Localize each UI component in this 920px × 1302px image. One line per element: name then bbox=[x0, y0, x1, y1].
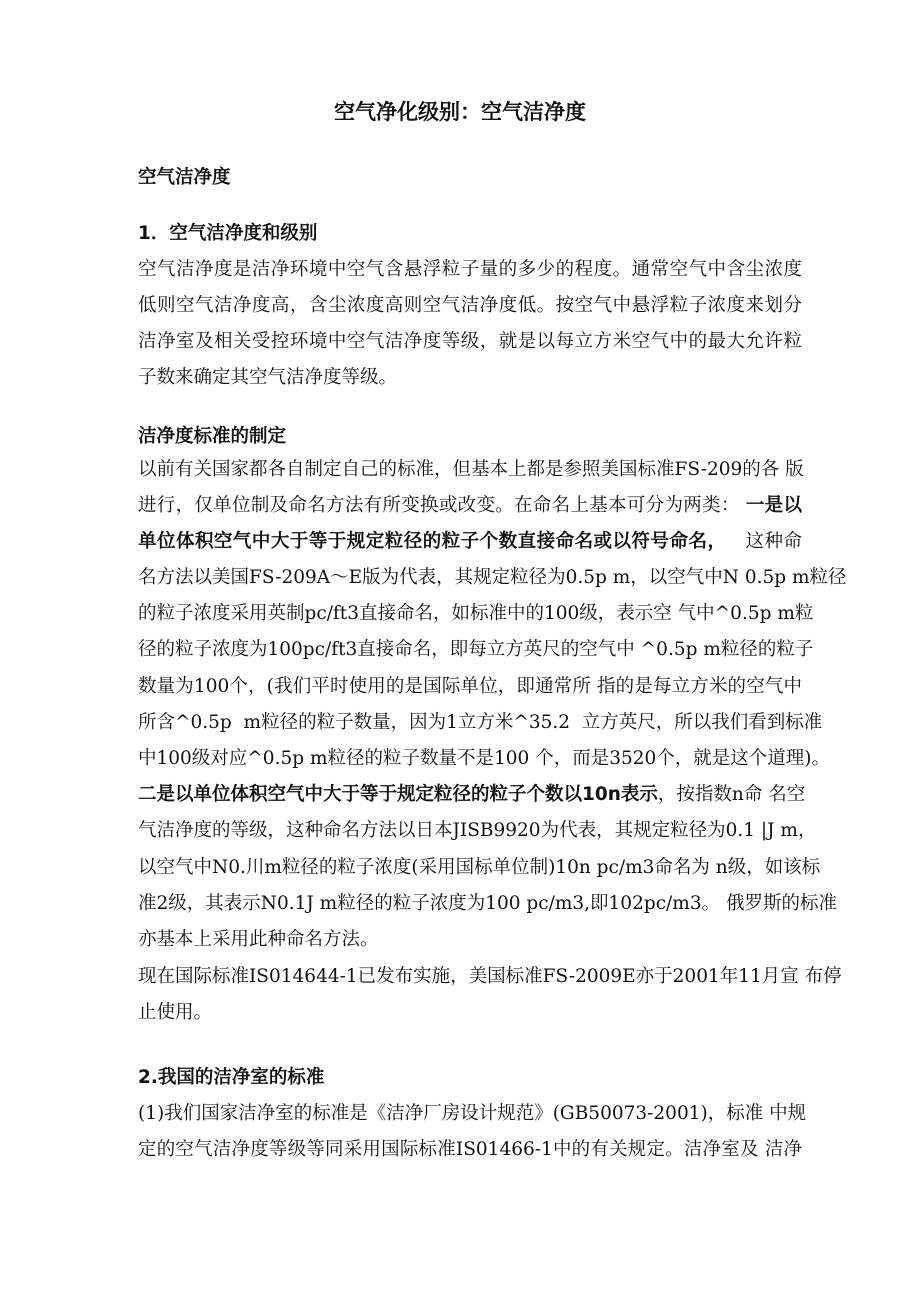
text-run: 气洁净度的等级，这种命名方法以日本JISB9920为代表，其规定粒径为0.1 |J m， bbox=[138, 820, 817, 841]
paragraph-line bbox=[138, 494, 802, 518]
bold-text: 一是以 bbox=[745, 495, 802, 516]
paragraph-line bbox=[138, 675, 802, 699]
text-run: 径的粒子浓度为100pc/ft3直接命名，即每立方英尺的空气中 ^0.5p m粒径的粒子 bbox=[138, 639, 814, 660]
paragraph-line bbox=[138, 1102, 807, 1126]
paragraph-line bbox=[138, 330, 802, 354]
text-run: 亦基本上采用此种命名方法。 bbox=[138, 929, 379, 950]
paragraph-line bbox=[138, 892, 837, 916]
paragraph-line bbox=[138, 1001, 802, 1025]
bold-text: 二是以单位体积空气中大于等于规定粒径的粒子个数以10n表示 bbox=[138, 784, 658, 805]
text-run: 子数来确定其空气洁净度等级。 bbox=[138, 367, 398, 388]
paragraph-line bbox=[138, 747, 830, 771]
text-run: 止使用。 bbox=[138, 1002, 213, 1023]
paragraph-line bbox=[138, 783, 806, 807]
paragraph-line bbox=[138, 819, 817, 843]
text-run: 以空气中N0.川m粒径的粒子浓度(采用国标单位制)10n pc/m3命名为 n级，如该标 bbox=[138, 857, 821, 878]
document-title: 空气净化级别：空气洁净度 bbox=[334, 100, 586, 124]
text-run: 洁净室及相关受控环境中空气洁净度等级，就是以每立方米空气中的最大允许粒 bbox=[138, 331, 802, 352]
paragraph-line bbox=[138, 602, 814, 626]
text-run: 现在国际标准IS014644-1已发布实施，美国标准FS-2009E亦于2001年11月宣 布停 bbox=[138, 966, 842, 987]
text-run: 低则空气洁净度高，含尘浓度高则空气洁净度低。按空气中悬浮粒子浓度来划分 bbox=[138, 295, 802, 316]
text-run: 进行，仅单位制及命名方法有所变换或改变。在命名上基本可分为两类： bbox=[138, 495, 746, 516]
section-heading: 1．空气洁净度和级别 bbox=[138, 223, 318, 244]
section-heading: 2.我国的洁净室的标准 bbox=[138, 1067, 325, 1088]
text-run: 定的空气洁净度等级等同采用国际标准IS01466-1中的有关规定。洁净室及 洁净 bbox=[138, 1139, 802, 1160]
text-run: 的粒子浓度采用英制pc/ft3直接命名，如标准中的100级，表示空 气中^0.5p m粒 bbox=[138, 603, 814, 624]
paragraph-line bbox=[138, 366, 802, 390]
text-run: 这种命 bbox=[726, 531, 802, 552]
paragraph-line bbox=[138, 294, 802, 318]
text-run: (1)我们国家洁净室的标准是《洁净厂房设计规范》(GB50073-2001)，标准 中规 bbox=[138, 1103, 807, 1124]
paragraph-line bbox=[138, 928, 802, 952]
section-heading: 洁净度标准的制定 bbox=[138, 426, 287, 447]
paragraph-line bbox=[138, 458, 802, 482]
text-run: 名方法以美国FS-209A〜E版为代表，其规定粒径为0.5p m，以空气中N 0.5p m粒径 bbox=[138, 567, 847, 588]
paragraph-line bbox=[138, 1138, 802, 1162]
text-run: 数量为100个，(我们平时使用的是国际单位，即通常所 指的是每立方米的空气中 bbox=[138, 676, 802, 697]
paragraph-line bbox=[138, 530, 802, 554]
paragraph-line bbox=[138, 856, 821, 880]
bold-text: 单位体积空气中大于等于规定粒径的粒子个数直接命名或以符号命名， bbox=[138, 531, 727, 552]
text-run: 空气洁净度是洁净环境中空气含悬浮粒子量的多少的程度。通常空气中含尘浓度 bbox=[138, 259, 802, 280]
paragraph-line bbox=[138, 638, 814, 662]
paragraph-line bbox=[138, 711, 823, 735]
paragraph-line bbox=[138, 965, 842, 989]
text-run: 所含^0.5p m粒径的粒子数量，因为1立方米^35.2 立方英尺，所以我们看到标准 bbox=[138, 712, 823, 733]
paragraph-line bbox=[138, 566, 847, 590]
text-run: ，按指数n命 名空 bbox=[657, 784, 806, 805]
text-run: 以前有关国家都各自制定自己的标准，但基本上都是参照美国标准FS-209的各 版 bbox=[138, 459, 804, 480]
section-heading: 空气洁净度 bbox=[138, 167, 231, 188]
paragraph-line bbox=[138, 258, 802, 282]
text-run: 准2级，其表示N0.1J m粒径的粒子浓度为100 pc/m3,即102pc/m3。 俄罗斯的标准 bbox=[138, 893, 837, 914]
text-run: 中100级对应^0.5p m粒径的粒子数量不是100 个，而是3520个，就是这个道理)。 bbox=[138, 748, 830, 769]
